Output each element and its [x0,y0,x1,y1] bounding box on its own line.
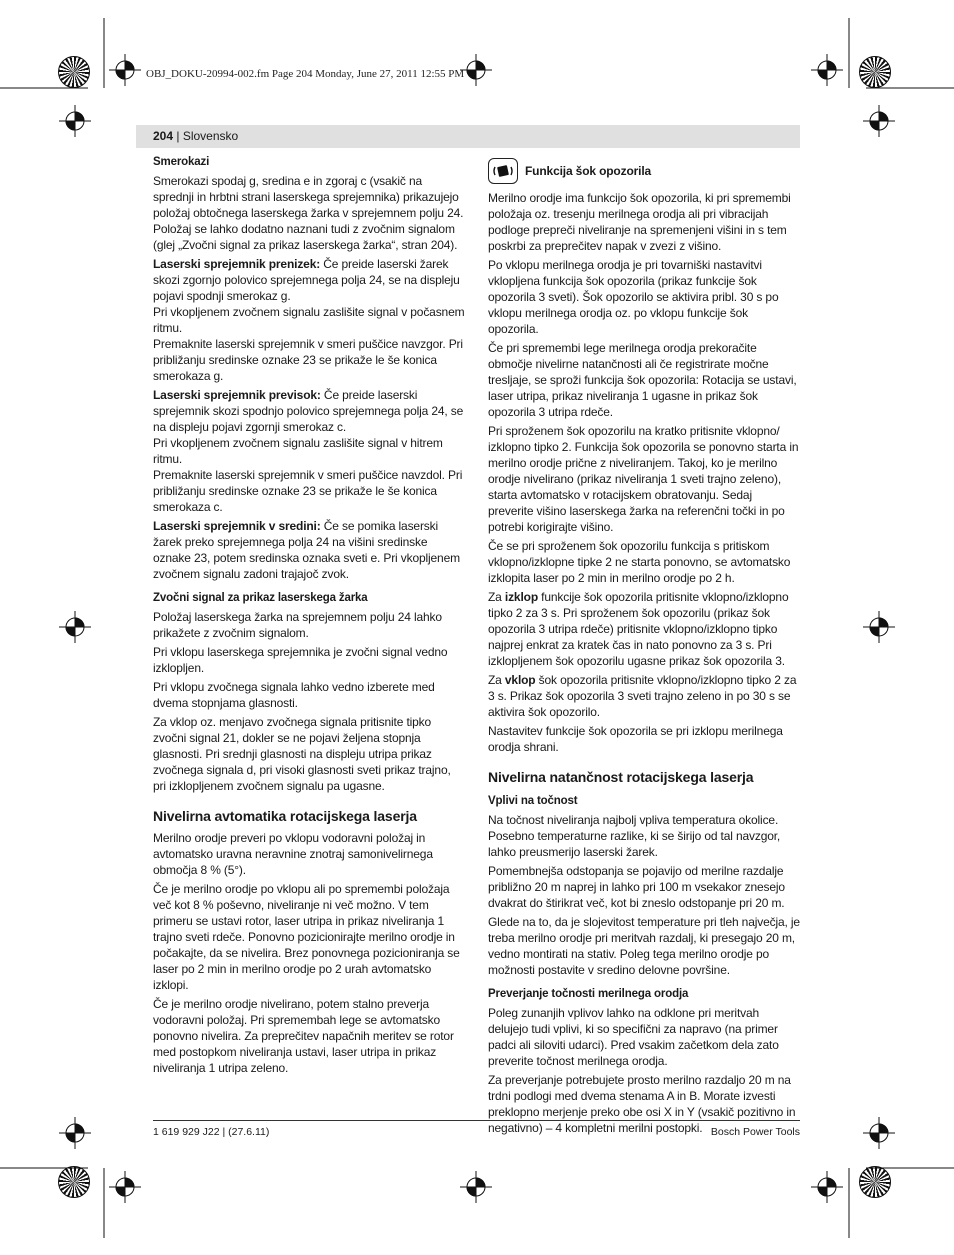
paragraph: Laserski sprejemnik v sredini: Če se pomika laserski žarek preko sprejemnega polja 24 na višini sredinske oznake 23, potem sredinska oznaka sveti e. Pri vkopljenem zvočnem signalu zadoni trajajoč zvok. [153,519,460,581]
registration-rosette-bottom-right [859,1166,891,1198]
print-header: OBJ_DOKU-20994-002.fm Page 204 Monday, June 27, 2011 12:55 PM [146,68,465,80]
paragraph: Pri vklopu laserskega sprejemnika je zvočni signal vedno izklopljen. [153,645,448,675]
section-heading: Nivelirna avtomatika rotacijskega laserja [153,808,417,824]
paragraph: Nastavitev funkcije šok opozorila se pri izklopu merilnega orodja shrani. [488,724,783,754]
paragraph: Smerokazi spodaj g, sredina e in zgoraj c (vsakič na sprednji in hrbtni strani laserskega sprejemnika) prikazujejo položaj obtočnega laserskega žarka v sprejemnem polju 24. Položaj se lahko dodatno naznani tudi z zvočnim signalom (glej „Zvočni signal za prikaz laserskega žarka“, stran 204). [153,174,464,252]
footer-doc-number: 1 619 929 J22 | (27.6.11) [153,1126,270,1138]
paragraph: Položaj laserskega žarka na sprejemnem polju 24 lahko prikažete z zvočnim signalom. [153,610,442,640]
paragraph: Za vklop šok opozorila pritisnite vklopno/izklopno tipko 2 za 3 s. Prikaz šok opozorila 3 sveti trajno zeleno in po 30 s se aktivira šok opozorilo. [488,673,797,719]
paragraph: Merilno orodje preveri po vklopu vodoravni položaj in avtomatsko uravna neravnine znotraj samonivelirnega območja 8 % (5°). [153,831,433,877]
paragraph: Po vklopu merilnega orodja je pri tovarniški nastavitvi vklopljena funkcija šok opozorila (prikaz funkcije šok opozorila 3 sveti). Šok opozorilo se aktivira pribl. 30 s po vklopu merilnega orodja oz. po vklopu funkcije šok opozorila. [488,258,779,336]
paragraph: Pri sproženem šok opozorilu na kratko pritisnite vklopno/ izklopno tipko 2. Funkcija šok opozorila se ponovno starta in merilno orodje prične z niveliranjem. Takoj, ko je merilno orodje nivelirano (prikaz niveliranja 1 sveti trajno zeleno), starta avtomatsko v rotacijskem obratovanju. Sedaj preverite višino laserskega žarka na referenčni točki in po potrebi korigirajte višino. [488,424,799,534]
paragraph: Laserski sprejemnik previsok: Če preide laserski sprejemnik skozi spodnjo polovico sprejemnega polja 24, se na displeju pojavi zgornji smerokaz c. Pri vkopljenem zvočnem signalu zaslišite signal v hitrem ritmu. Premaknite laserski sprejemnik v smeri puščice navzdol. Pri približanju sredinske oznake 23 se prikaže le še konica smerokaza c. [153,388,464,514]
registration-rosette-bottom-left [58,1166,90,1198]
subsection-heading: Smerokazi [153,156,210,168]
paragraph: Glede na to, da je slojevitost temperature pri tleh največja, je treba merilno orodje pri meritvah razdalj, ki presegajo 20 m, vedno montirati na stativ. Poleg tega merilno orodje po možnosti postavite v sredino delovne površine. [488,915,800,977]
page-header-text [153,129,238,143]
page-number: 204 [153,129,174,143]
right-column [488,154,800,1139]
footer-brand: Bosch Power Tools [710,1126,800,1138]
footer-divider [153,1120,800,1121]
paragraph: Poleg zunanjih vplivov lahko na odklone pri meritvah delujejo tudi vplivi, ki so specifični za napravo (na primer padci ali siloviti udarci). Pred vsakim začetkom dela zato preverite točnost merilnega orodja. [488,1006,779,1068]
function-heading [488,154,800,187]
section-heading: Nivelirna natančnost rotacijskega laserja [488,769,754,785]
paragraph: Pri vklopu zvočnega signala lahko vedno izberete med dvema stopnjama glasnosti. [153,680,435,710]
paragraph: Če je merilno orodje nivelirano, potem stalno preverja vodoravni položaj. Pri spremembah lege se avtomatsko ponovno nivelira. Za preprečitev napačnih meritev se rotor med postopkom niveliranja ustavi, laser utripa in prikaz niveliranja 1 utripa zeleno. [153,997,454,1075]
page-header-bar [136,125,800,148]
registration-rosette-top-right [859,56,891,88]
section-name: | Slovensko [173,129,239,143]
shock-warning-icon [488,158,518,184]
paragraph: Če je merilno orodje po vklopu ali po spremembi položaja več kot 8 % poševno, niveliranje ni več možno. V tem primeru se ustavi rotor, laser utripa in prikaz niveliranja 1 trajno sveti rdeče. Ponovno pozicionirajte merilno orodje in počakajte, da se nivelira. Brez ponovnega pozicioniranja se laser po 2 min in merilno orodje po 2 urah avtomatsko izklopi. [153,882,460,992]
paragraph: Na točnost niveliranja najbolj vpliva temperatura okolice. Posebno temperaturne razlike, ki se širijo od tal navzgor, lahko preusmerijo laserski žarek. [488,813,781,859]
paragraph: Pomembnejša odstopanja se pojavijo od merilne razdalje približno 20 m naprej in lahko pri 100 m vsekakor znesejo dvakrat do štirikrat več, kot bi zneslo odstopanje pri 20 m. [488,864,785,910]
subsection-heading: Preverjanje točnosti merilnega orodja [488,988,689,1000]
paragraph: Če se pri sproženem šok opozorilu funkcija s pritiskom vklopno/izklopne tipke 2 ne starta ponovno, se avtomatsko izklopita laser po 2 min in merilno orodje po 2 h. [488,539,791,585]
paragraph: Če pri spremembi lege merilnega orodja prekoračite območje nivelirne natančnosti ali če registrirate močne tresljaje, se sproži funkcija šok opozorila: Rotacija se ustavi, laser utripa, prikaz niveliranja 1 ugasne in prikaz šok opozorila 3 utripa rdeče. [488,341,797,419]
subsection-heading: Vplivi na točnost [488,795,578,807]
function-heading-text: Funkcija šok opozorila [525,163,652,178]
paragraph: Laserski sprejemnik prenizek: Če preide laserski žarek skozi zgornjo polovico sprejemnega polja 24, se na displeju pojavi spodnji smerokaz g. Pri vkopljenem zvočnem signalu zaslišite signal v počasnem ritmu. Premaknite laserski sprejemnik v smeri puščice navzgor. Pri približanju sredinske oznake 23 se prikaže le še konica smerokaza g. [153,257,465,383]
paragraph: Za vklop oz. menjavo zvočnega signala pritisnite tipko zvočni signal 21, dokler se ne pojavi željena stopnja glasnosti. Pri srednji glasnosti na displeju utripa prikaz zvočnega signala d, pri visoki glasnosti sveti prikaz trajno, pri izklopljenem zvočnem signalu pa ugasne. [153,715,451,793]
paragraph: Za izklop funkcije šok opozorila pritisnite vklopno/izklopno tipko 2 za 3 s. Pri sproženem šok opozorilu (prikaz šok opozorila 3 utripa rdeče) pritisnite vklopno/izklopno tipko najprej enkrat za kratek čas in nato ponovno za 3 s. Pri izklopljenem šok opozorilu ugasne prikaz šok opozorila 3. [488,590,789,668]
subsection-heading: Zvočni signal za prikaz laserskega žarka [153,592,368,604]
registration-rosette-top-left [58,56,90,88]
paragraph: Za preverjanje potrebujete prosto merilno razdaljo 20 m na trdni podlogi med dvema stenama A in B. Morate izvesti preklopno merjenje preko obe osi X in Y (vsakič pozitivno in negativno) – 4 kompletni merilni postopki. [488,1073,796,1135]
left-column [153,154,465,1079]
paragraph: Merilno orodje ima funkcijo šok opozorila, ki pri spremembi položaja oz. tresenju merilnega orodja ali pri vibracijah podloge prepreči niveliranje na spremenjeni višini in s tem poskrbi za preprečitev napak v zvezi z višino. [488,191,791,253]
